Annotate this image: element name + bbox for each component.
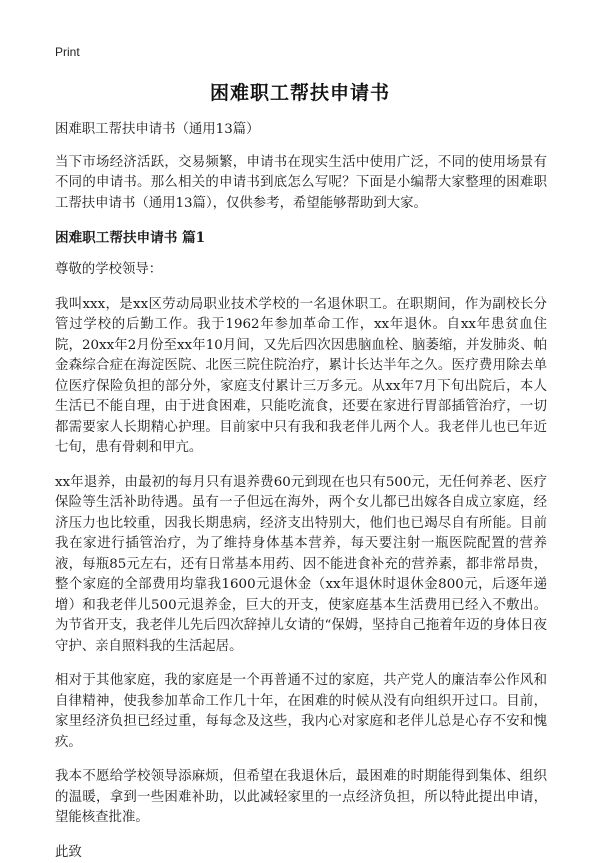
closing-salutation: 此致 bbox=[55, 843, 547, 863]
greeting: 尊敬的学校领导： bbox=[55, 260, 547, 281]
intro-paragraph: 当下市场经济活跃，交易频繁，申请书在现实生活中使用广泛，不同的使用场景有不同的申请书。那么相关的申请书到底怎么写呢？下面是小编帮大家整理的困难职工帮扶申请书（通用13篇），仅供参考，希望能够帮助到大家。 bbox=[55, 153, 547, 215]
body-paragraph-2: xx年退养，由最初的每月只有退养费60元到现在也只有500元，无任何养老、医疗保险等生活补助待遇。虽有一子但远在海外，两个女儿都已出嫁各自成立家庭，经济压力也比较重，因我长期患病，经济支出特别大，他们也已竭尽自有所能。目前我在家进行插管治疗，为了维持身体基本营养，每天要注射一瓶医院配置的营养液，每瓶85元左右，还有日常基本用药、因不能进食补充的营养素，都非常昂贵，整个家庭的全部费用均靠我1600元退休金（xx年退休时退休金800元，后逐年递增）和我老伴儿500元退养金，巨大的开支，使家庭基本生活费用已经入不敷出。为节省开支，我老伴儿先后四次辞掉儿女请的“保姆，坚持自己拖着年迈的身体日夜守护、亲自照料我的生活起居。 bbox=[55, 473, 547, 658]
page-title: 困难职工帮扶申请书 bbox=[0, 78, 600, 105]
body-paragraph-4: 我本不愿给学校领导添麻烦，但希望在我退休后，最困难的时期能得到集体、组织的温暖，拿到一些困难补助，以此减轻家里的一点经济负担，所以特此提出申请，望能核查批准。 bbox=[55, 767, 547, 829]
document-subtitle: 困难职工帮扶申请书（通用13篇） bbox=[55, 120, 547, 141]
section-heading: 困难职工帮扶申请书 篇1 bbox=[55, 228, 547, 248]
document-body bbox=[55, 120, 547, 863]
print-link[interactable]: Print bbox=[55, 45, 80, 59]
body-paragraph-3: 相对于其他家庭，我的家庭是一个再普通不过的家庭，共产党人的廉洁奉公作风和自律精神，使我参加革命工作几十年，在困难的时候从没有向组织开过口。目前，家里经济负担已经过重，每每念及这些，我内心对家庭和老伴儿总是心存不安和愧疚。 bbox=[55, 671, 547, 753]
body-paragraph-1: 我叫xxx，是xx区劳动局职业技术学校的一名退休职工。在职期间，作为副校长分管过学校的后勤工作。我于1962年参加革命工作，xx年退休。自xx年患贫血住院，20xx年2月份至xx年10月间，又先后四次因患脑血栓、脑萎缩，并发肺炎、帕金森综合症在海淀医院、北医三院住院治疗，累计长达半年之久。医疗费用除去单位医疗保险负担的部分外，家庭支付累计三万多元。从xx年7月下旬出院后，本人生活已不能自理，由于进食困难，只能吃流食，还要在家进行胃部插管治疗，一切都需要家人长期精心护理。目前家中只有我和我老伴儿两个人。我老伴儿也已年近七旬，患有骨刺和甲亢。 bbox=[55, 295, 547, 459]
